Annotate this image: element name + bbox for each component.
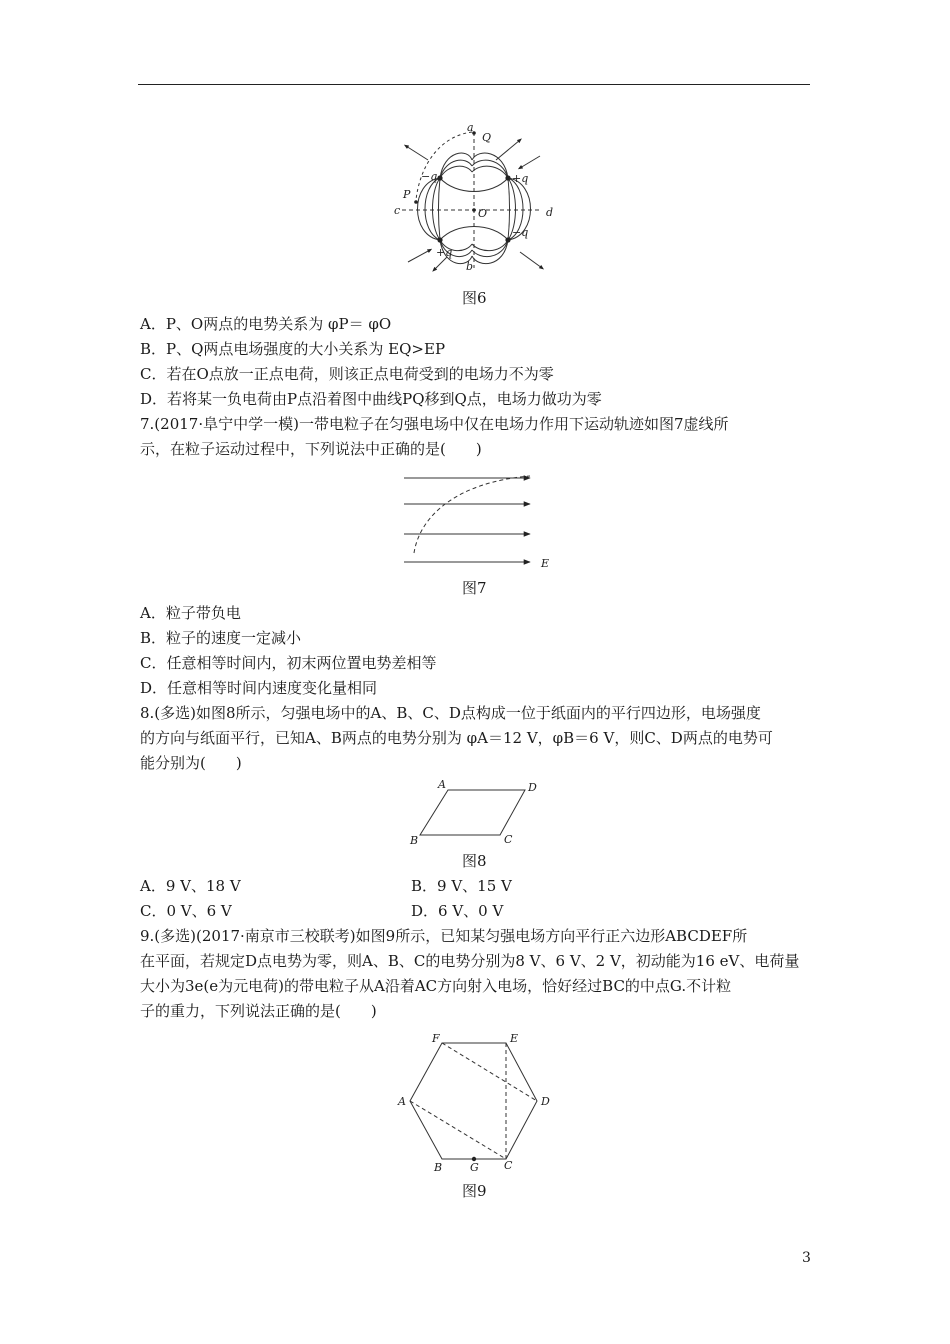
figure-8-caption: 图8 xyxy=(462,852,487,870)
label-E: E xyxy=(541,557,550,570)
q6-option-c: C．若在O点放一正点电荷，则该正点电荷受到的电场力不为零 xyxy=(140,365,554,383)
label-G: G xyxy=(470,1161,479,1174)
label-F: F xyxy=(432,1032,440,1045)
q8-stem-line-1: 8.(多选)如图8所示，匀强电场中的A、B、C、D点构成一位于纸面内的平行四边形，电场强度 xyxy=(140,704,761,722)
q9-stem-line-4: 子的重力，下列说法正确的是( ) xyxy=(140,1002,377,1020)
label-plus-q-bottom: +q xyxy=(436,246,453,259)
label-A: A xyxy=(438,778,446,791)
figure-7-diagram xyxy=(395,466,565,576)
q7-stem-line-2: 示，在粒子运动过程中，下列说法中正确的是( ) xyxy=(140,440,482,458)
q8-option-c: C．0 V、6 V xyxy=(140,902,232,920)
label-Q: Q xyxy=(482,131,492,144)
label-c: c xyxy=(394,204,401,217)
q6-option-a: A．P、O两点的电势关系为 φP＝ φO xyxy=(140,315,392,333)
q8-option-a: A．9 V、18 V xyxy=(140,877,241,895)
q7-option-a: A．粒子带负电 xyxy=(140,604,241,622)
charge-minus-q-bottom xyxy=(505,237,510,242)
label-C: C xyxy=(504,833,513,846)
figure-6-caption: 图6 xyxy=(462,289,487,307)
q7-option-b: B．粒子的速度一定减小 xyxy=(140,629,302,647)
hexagon-ABCDEF xyxy=(410,1043,537,1159)
q6-option-d: D．若将某一负电荷由P点沿着图中曲线PQ移到Q点，电场力做功为零 xyxy=(140,390,602,408)
charge-plus-q-top xyxy=(505,175,510,180)
particle-trajectory xyxy=(414,476,530,553)
q7-option-c: C．任意相等时间内，初末两位置电势差相等 xyxy=(140,654,437,672)
parallelogram-ABCD xyxy=(420,790,525,835)
q8-stem-line-2: 的方向与纸面平行，已知A、B两点的电势分别为 φA＝12 V，φB＝6 V，则C、D两点的电势可 xyxy=(140,729,773,747)
q9-stem-line-3: 大小为3e(e为元电荷)的带电粒子从A沿着AC方向射入电场，恰好经过BC的中点G.不计粒 xyxy=(140,977,732,995)
label-B: B xyxy=(434,1161,443,1174)
label-P: P xyxy=(403,188,411,201)
q9-stem-line-2: 在平面，若规定D点电势为零，则A、B、C的电势分别为8 V、6 V、2 V，初动能为16 eV、电荷量 xyxy=(140,952,800,970)
page-number: 3 xyxy=(802,1250,811,1266)
label-minus-q-bottom: −q xyxy=(512,226,529,239)
label-d: d xyxy=(546,206,554,219)
label-minus-q-top: −q xyxy=(421,170,438,183)
label-A: A xyxy=(398,1095,406,1108)
label-b: b xyxy=(466,260,474,273)
q8-option-b: B．9 V、15 V xyxy=(411,877,512,895)
figure-7-caption: 图7 xyxy=(462,579,487,597)
label-a: a xyxy=(467,121,474,134)
figure-8-diagram xyxy=(400,774,550,850)
q9-stem-line-1: 9.(多选)(2017·南京市三校联考)如图9所示，已知某匀强电场方向平行正六边形ABCDEF所 xyxy=(140,927,748,945)
q8-stem-line-3: 能分别为( ) xyxy=(140,754,242,772)
header-rule xyxy=(138,84,810,85)
label-D: D xyxy=(541,1095,550,1108)
label-plus-q-top: +q xyxy=(512,172,529,185)
label-C: C xyxy=(504,1159,513,1172)
figure-9-caption: 图9 xyxy=(462,1182,487,1200)
q7-stem-line-1: 7.(2017·阜宁中学一模)一带电粒子在匀强电场中仅在电场力作用下运动轨迹如图7虚线所 xyxy=(140,415,729,433)
q7-option-d: D．任意相等时间内速度变化量相同 xyxy=(140,679,378,697)
point-P xyxy=(414,200,418,204)
label-O: O xyxy=(478,207,488,220)
point-O xyxy=(472,208,476,212)
q6-option-b: B．P、Q两点电场强度的大小关系为 EQ>EP xyxy=(140,340,446,358)
line-FD xyxy=(442,1043,537,1101)
q8-option-d: D．6 V、0 V xyxy=(411,902,504,920)
figure-6-diagram xyxy=(385,121,565,274)
label-B: B xyxy=(410,834,419,847)
figure-9-diagram xyxy=(390,1030,560,1178)
label-E: E xyxy=(510,1032,519,1045)
line-AC xyxy=(410,1101,506,1159)
label-D: D xyxy=(528,781,537,794)
charge-minus-q-top xyxy=(437,175,442,180)
charge-plus-q-bottom xyxy=(437,237,442,242)
